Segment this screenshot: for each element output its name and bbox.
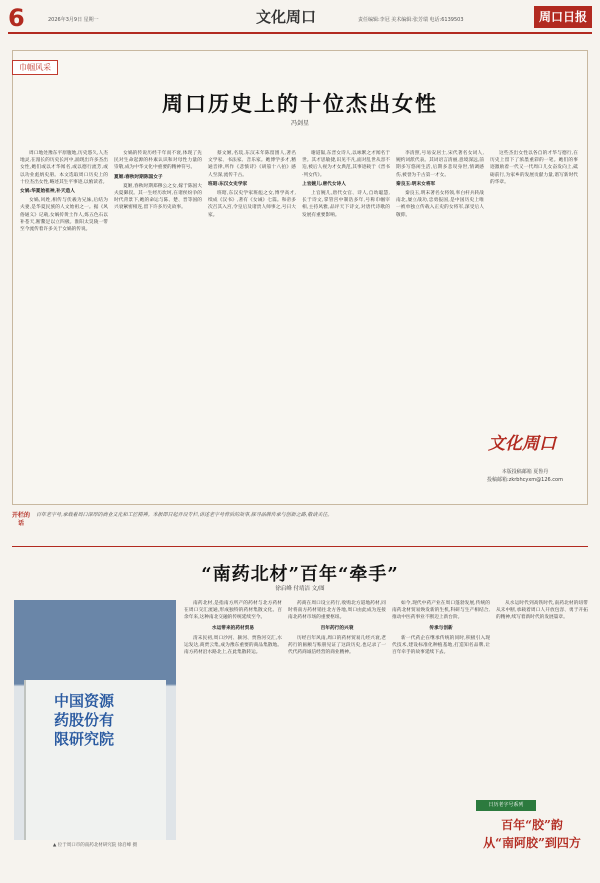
opening-note: 百年老字号,承载着周口深厚的商业文化和工匠精神。本报即日起开设专栏,讲述老字号背后的故事,探寻品牌传承与创新之路,敬请关注。	[36, 512, 333, 518]
lower-column: 从水运时代到高铁时代,南药北材的纽带从未中断,承载着周口人开放包容、勇于开拓的精神,续写着新时代的发展篇章。	[496, 601, 588, 621]
article-photo	[14, 600, 176, 840]
subheading: 上官婉儿:唐代女诗人	[302, 181, 346, 187]
subheading: 传承与创新	[429, 625, 453, 631]
subheading: 班昭:东汉女史学家	[208, 181, 248, 187]
banner-subheadline: 从“南阿胶”到四方	[483, 836, 581, 850]
banner-headline: 百年“胶”韵	[501, 818, 563, 832]
page-number: 6	[8, 4, 25, 32]
feature-author: 冯剑星	[290, 120, 309, 127]
lower-column: 如今,现代中药产业在周口蓬勃发展,传统的南药北材贸易焕发新的生机,科研与生产相结合,推动中医药事业不断迈上新台阶。 传承与创新 新一代药企在继承传统的同时,积极引入现代技术,建设标准化种植基地,打造知名品牌,让百年牵手的故事延续下去。	[392, 601, 490, 656]
subheading: 百年药行的兴衰	[320, 625, 354, 631]
paper-logo: 周口日报	[534, 6, 592, 28]
subheading: 女娲:华夏始祖神,补天造人	[20, 189, 75, 195]
editor-credits: 责任编辑:李冠 美术编辑:张芳瑞 电话:6139503	[358, 17, 464, 23]
article-column: 女娲的传说历经千年而不衰,体现了先民对生命起源的朴素认识和对母性力量的崇敬,成为中华文化中重要的精神符号。 夏姬:春秋时期陈国女子 夏姬,春秋时期郑穆公之女,嫁于陈国大夫夏御叔。其一生经历坎坷,在诸侯纷争的时代背景下,她的命运与陈、楚、晋等国的兴衰紧密相连,留下许多历史故事。	[114, 151, 202, 211]
issue-date: 2026年3月9日 星期一	[48, 17, 99, 23]
lower-article-title: “南药北材”百年“牵手”	[201, 564, 399, 585]
article-column: 李清照,号易安居士,宋代著名女词人,婉约词派代表。其词语言清丽,意境深远,前期多写悠闲生活,后期多悲叹身世,情调感伤,被誉为千古第一才女。 秦良玉:明末女将军 秦良玉,明末著名女将领,率白杆兵转战南北,屡立战功,忠勇报国,是中国历史上唯一被单独立传载入正史的女将军,深受后人敬仰。	[396, 151, 484, 218]
article-column: 周口地处豫东平原腹地,历史悠久,人杰地灵,在漫长的历史长河中,涌现出许多杰出女性,她们或以才华闻名,或以德行流芳,或以功业彪炳史册。本文选取周口历史上的十位杰出女性,略述其生平事迹,以飨读者。 女娲:华夏始祖神,补天造人 女娲,风姓,相传与伏羲为兄妹,后结为夫妻,是华夏民族的人文始祖之一。据《风俗通义》记载,女娲抟黄土作人,炼五色石以补苍天,断鳌足以立四极。淮阳太昊陵一带至今流传着许多关于女娲的传说。	[20, 151, 108, 233]
feature-title: 周口历史上的十位杰出女性	[162, 91, 438, 116]
lower-article-author: 徐启峰 付靖洁 文/图	[275, 586, 325, 592]
lower-column: 药商在周口设立药行,收购北方道地药材,同时将南方药材销往北方各地,周口由此成为连接南北药材市场的重要枢纽。 百年药行的兴衰 历经百年风雨,周口的药材贸易几经兴衰,老药行的匾额与账册见证了这段历史,也记录了一代代药商诚信经营的商业精神。	[288, 601, 386, 656]
section-divider	[12, 546, 588, 547]
opening-note-tag: 开栏的话	[12, 512, 31, 527]
lower-column: 南药北材,是指南方所产的药材与北方药材在周口交汇流通,形成独特的药材集散文化。百余年来,这种南北交融的传统延续至今。 水运带来的药材贸易 清末民初,周口沙河、颍河、贾鲁河交汇,水运发达,商贾云集,成为豫东重要的商品集散地。南方药材沿水路北上,在此集散转运。	[184, 601, 282, 656]
building-sign: 中国资源药股份有限研究院	[54, 692, 115, 748]
subheading: 秦良玉:明末女将军	[396, 181, 436, 187]
article-column: 这些杰出女性以各自的才华与德行,在历史上留下了浓墨重彩的一笔。她们的事迹激励着一代又一代周口儿女奋发向上,砥砺前行,为家乡的发展贡献力量,谱写新时代的华章。	[490, 151, 578, 185]
photo-caption: ▲ 位于周口市的南药北材研究院 徐启峰 摄	[52, 843, 138, 848]
subheading: 夏姬:春秋时期陈国女子	[114, 174, 163, 180]
culture-ad	[464, 424, 580, 498]
column-tag: 巾帼风采	[12, 60, 58, 75]
article-column: 谢道韫,东晋女诗人,以咏絮之才闻名于世。其才思敏捷,识见不凡,面对乱世从容不迫,被后人视为才女典范,其事迹载于《晋书·列女传》。 上官婉儿:唐代女诗人 上官婉儿,唐代女官、诗人,自幼聪慧,长于诗文,掌管宫中制诰多年,号称巾帼宰相,主持风雅,品评天下诗文,对唐代诗歌的发展有重要影响。	[302, 151, 390, 218]
section-title: 文化周口	[255, 8, 316, 26]
culture-logo: 文化周口	[488, 434, 556, 454]
ad-email: 投稿邮箱:zkrbhcyxm@126.com	[487, 477, 563, 483]
masthead	[8, 4, 592, 34]
ad-contact: 本版投稿邮箱 夏鲁丹	[501, 469, 549, 475]
article-column: 蔡文姬,名琰,东汉末年陈留圉人,著名文学家、书法家、音乐家。她博学多才,精通音律,所作《悲愤诗》《胡笳十八拍》感人至深,流传千古。 班昭:东汉女史学家 班昭,东汉史学家班彪之女,博学高才,续成《汉书》,著有《女诫》七篇。和帝多次召其入宫,令皇后及诸贵人师事之,号曰大家。	[208, 151, 296, 218]
subheading: 水运带来的药材贸易	[211, 625, 255, 631]
series-banner	[476, 800, 588, 876]
series-badge: 日历老字号系列	[476, 800, 536, 811]
